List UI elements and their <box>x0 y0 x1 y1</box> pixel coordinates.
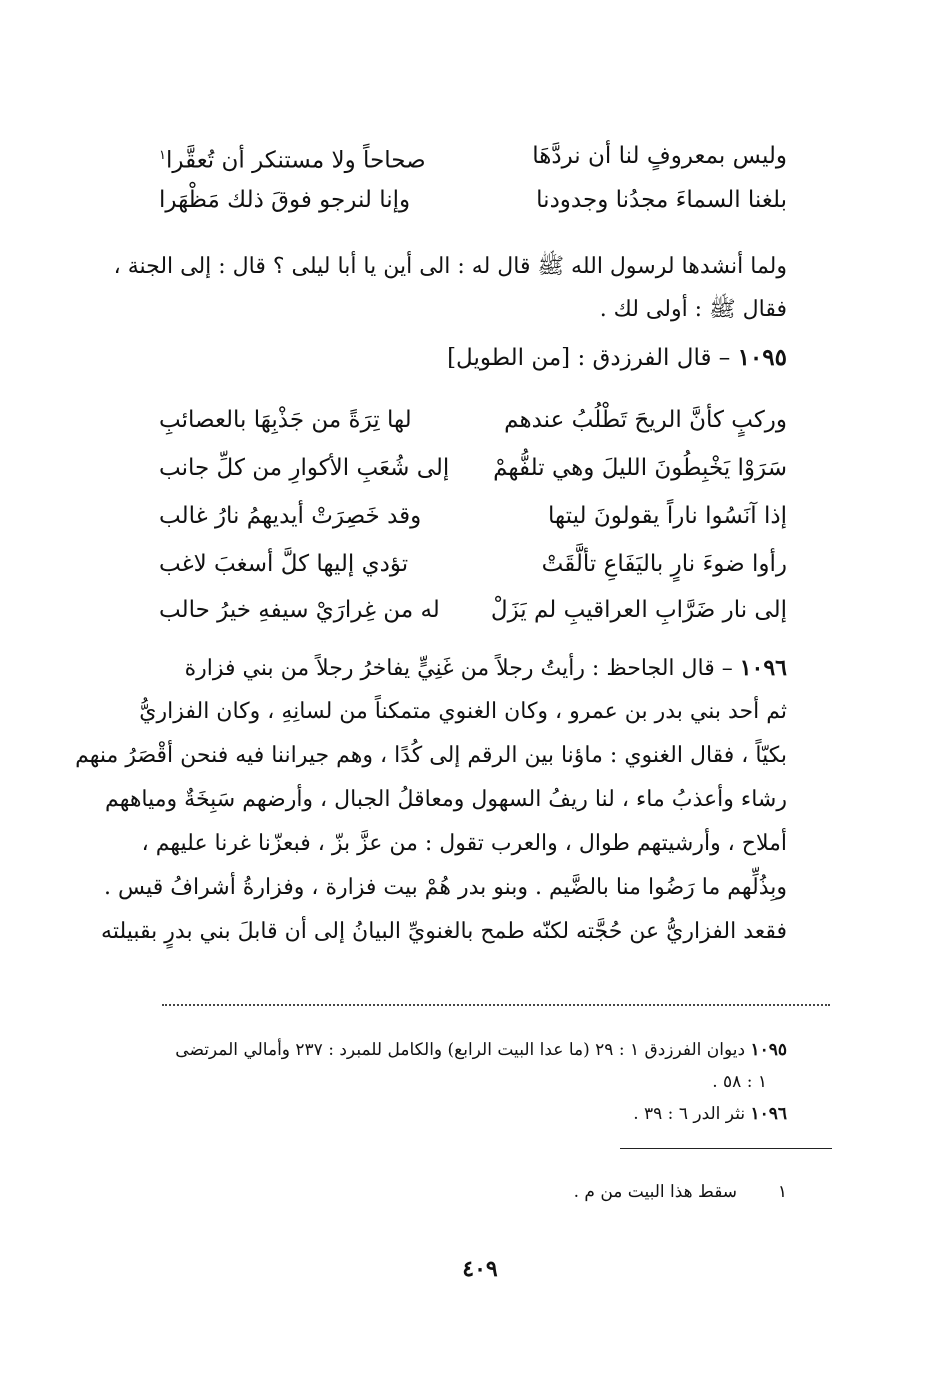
prose-line: بكيّاً ، فقال الغنوي : ماؤنا بين الرقم إلى كُدًا ، وهم جيراننا فيه فنحن أقْصَرُ منهم <box>75 743 787 768</box>
entry-heading-1095 <box>159 338 787 378</box>
verse-hemistich-first: وركبٍ كأنَّ الريحَ تَطْلُبُ عندهم <box>504 407 787 433</box>
verse-hemistich-second: إلى شُعَبِ الأكوارِ من كلِّ جانب <box>159 455 450 481</box>
prose-line: فقال ﷺ : أولى لك . <box>599 297 787 322</box>
verse-hemistich-first: إلى نار ضَرَّابِ العراقيبِ لم يَزَلْ <box>490 597 787 623</box>
source-note-1095 <box>159 1034 787 1066</box>
verse-line <box>159 134 787 178</box>
footnote-marker: ١ <box>159 148 166 163</box>
verse-hemistich-second: وقد خَصِرَتْ أيديهمُ نارُ غالب <box>159 503 422 529</box>
entry-first-line: – قال الجاحظ : رأيتُ رجلاً من غَنِيٍّ يفاخرُ رجلاً من بني فزارة <box>184 656 740 681</box>
verse-hemistich-second: وإنا لنرجو فوقَ ذلك مَظْهَرا <box>159 187 411 213</box>
verse-hemistich-first: بلغنا السماءَ مجدُنا وجدودنا <box>536 187 787 213</box>
entry-number: ١٠٩٥ <box>737 344 787 371</box>
verse-hemistich-second <box>159 134 426 183</box>
prose-line: ثم أحد بني بدر بن عمرو ، وكان الغنوي متمكناً من لسانِهِ ، وكان الفزاريُّ <box>139 699 787 724</box>
prose-line: فقعد الفزاريُّ عن حُجَّته لكنّه طمح بالغنويِّ البيانُ إلى أن قابلَ بني بدرٍ بقبيلته <box>101 919 787 944</box>
verse-hemistich-first: رأوا ضوءَ نارٍ باليَفَاعِ تألَّقَتْ <box>541 551 787 577</box>
textual-note-text: سقط هذا البيت من م . <box>573 1182 738 1202</box>
source-note-continuation: ١ : ٥٨ . <box>712 1072 767 1092</box>
source-note-number: ١٠٩٥ <box>750 1040 787 1060</box>
source-note-text: ديوان الفرزدق ١ : ٢٩ (ما عدا البيت الرابع) والكامل للمبرد : ٢٣٧ وأمالي المرتضى <box>175 1040 751 1060</box>
verse-line <box>159 542 787 586</box>
source-note-1096 <box>159 1098 787 1130</box>
prose-line: رشاء وأعذبُ ماء ، لنا ريفُ السهول ومعاقلُ الجبال ، وأرضهم سَبِخَةٌ ومياههم <box>105 787 787 812</box>
verse-line <box>159 588 787 632</box>
verse-hemistich-second: له من غِرارَيْ سيفهِ خيرُ حالب <box>159 597 440 623</box>
entry-number: ١٠٩٦ <box>739 655 787 681</box>
textual-note-number: ١ <box>777 1182 787 1202</box>
verse-text: صحاحاً ولا مستنكر أن تُعقَّرا <box>165 147 426 174</box>
verse-line <box>159 446 787 490</box>
verse-line <box>159 494 787 538</box>
entry-heading-text: – قال الفرزدق : [من الطويل] <box>447 345 738 371</box>
prose-line: وبِذُلِّهم ما رَضُوا منا بالضَّيم . وبنو بدر هُمْ بيت فزارة ، وفزارةُ أشرافُ قيس . <box>104 875 787 900</box>
verse-hemistich-second: تؤدي إليها كلَّ أسغبَ لاغب <box>159 551 409 577</box>
footnote-separator-dotted <box>162 1004 830 1006</box>
verse-hemistich-first: سَرَوْا يَخْبِطُونَ الليلَ وهي تلفُّهمْ <box>493 455 787 481</box>
verse-line <box>159 178 787 222</box>
verse-hemistich-first: وليس بمعروفٍ لنا أن نردَّهَا <box>532 143 787 169</box>
verse-hemistich-second: لها تِرَةً من جَذْبِهَا بالعصائبِ <box>159 407 412 433</box>
verse-hemistich-first: إذا آنَسُوا ناراً يقولونَ ليتها <box>548 503 787 529</box>
page-number: ٤٠٩ <box>462 1256 498 1282</box>
entry-heading-1096 <box>159 648 787 689</box>
prose-line: ولما أنشدها لرسول الله ﷺ قال له : الى أين يا أبا ليلى ؟ قال : إلى الجنة ، <box>113 254 787 279</box>
footnote-rule <box>620 1148 832 1149</box>
prose-line: أملاح ، وأرشيتهم طوال ، والعرب تقول : من عزَّ بزّ ، فبعزّنا غرنا عليهم ، <box>141 831 787 856</box>
textual-note <box>159 1176 787 1208</box>
verse-line <box>159 398 787 442</box>
source-note-number: ١٠٩٦ <box>750 1104 787 1124</box>
source-note-text: نثر الدر ٦ : ٣٩ . <box>633 1104 751 1124</box>
